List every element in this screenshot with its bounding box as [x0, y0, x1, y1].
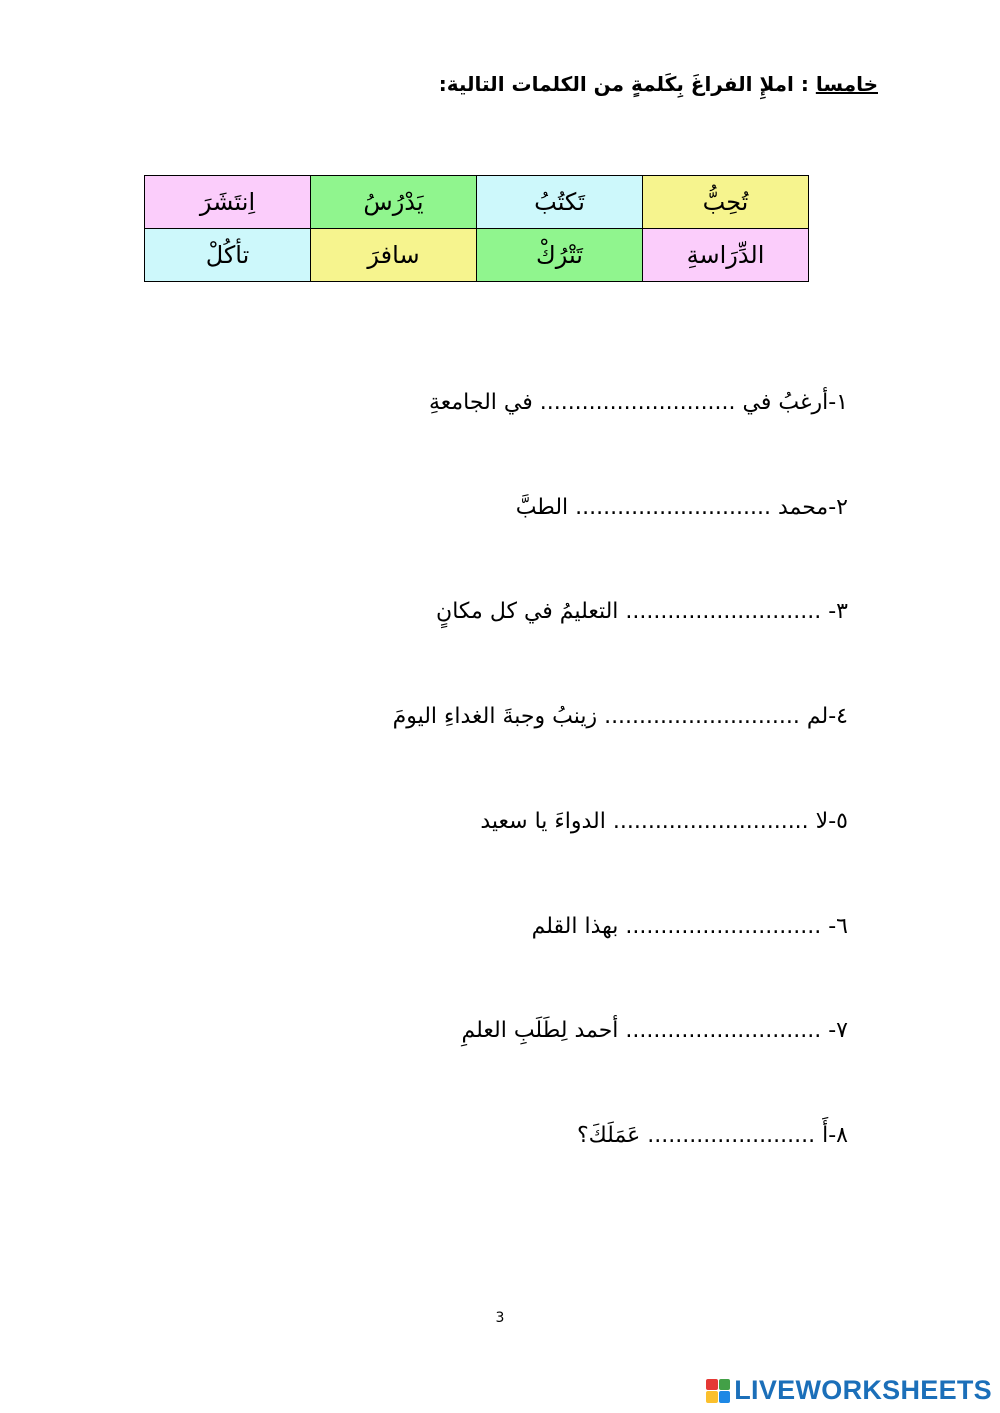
- question-text[interactable]: أرغبُ في ............................ في الجامعةِ: [428, 390, 829, 415]
- word-bank-cell: الدِّرَاسةِ: [643, 229, 809, 282]
- word-bank-cell: تأكُلْ: [145, 229, 311, 282]
- question-number: ٤: [836, 704, 848, 729]
- question-text[interactable]: لا ............................ الدواءَ يا سعيد: [480, 809, 829, 834]
- liveworksheets-brand: [706, 1375, 992, 1406]
- question-text[interactable]: ............................ أحمد لِطَلَبِ العلمِ: [461, 1018, 829, 1043]
- question-4: ٤-لم ............................ زينبُ وجبةَ الغداءِ اليومَ: [392, 704, 848, 729]
- question-number: ١: [836, 390, 848, 415]
- question-8: ٨-أَ ........................ عَمَلَكَ؟: [576, 1123, 848, 1148]
- question-text[interactable]: ............................ بهذا القلم: [531, 914, 829, 939]
- word-bank-cell: سافرَ: [311, 229, 477, 282]
- exercise-heading-instruction: : املإِ الفراغَ بِكَلمةٍ من الكلمات التالية:: [438, 72, 816, 96]
- word-bank-row: [145, 176, 809, 229]
- question-number: ٧: [836, 1018, 848, 1043]
- question-3: ٣- ............................ التعليمُ في كل مكانٍ: [436, 599, 848, 624]
- question-1: ١-أرغبُ في ............................ في الجامعةِ: [428, 390, 848, 415]
- page-number: 3: [495, 1310, 505, 1326]
- question-number: ٢: [836, 495, 848, 520]
- question-7: ٧- ............................ أحمد لِطَلَبِ العلمِ: [461, 1018, 848, 1043]
- question-number: ٨: [836, 1123, 848, 1148]
- word-bank-row: [145, 229, 809, 282]
- word-bank-cell: يَدْرُسُ: [311, 176, 477, 229]
- word-bank-table: [144, 175, 809, 282]
- question-text[interactable]: أَ ........................ عَمَلَكَ؟: [576, 1123, 829, 1148]
- question-text[interactable]: محمد ............................ الطبَّ: [515, 495, 829, 520]
- word-bank-cell: تَكتُبُ: [477, 176, 643, 229]
- word-bank-cell: تَتْرُكْ: [477, 229, 643, 282]
- question-text[interactable]: لم ............................ زينبُ وجبةَ الغداءِ اليومَ: [392, 704, 829, 729]
- brand-text: LIVEWORKSHEETS: [734, 1375, 992, 1405]
- question-6: ٦- ............................ بهذا القلم: [531, 914, 848, 939]
- question-number: ٥: [836, 809, 848, 834]
- question-2: ٢-محمد ............................ الطبَّ: [515, 495, 848, 520]
- question-text[interactable]: ............................ التعليمُ في كل مكانٍ: [436, 599, 829, 624]
- exercise-heading-label: خامسا: [815, 72, 878, 96]
- exercise-heading: [439, 72, 878, 96]
- word-bank-cell: اِنتَشَرَ: [145, 176, 311, 229]
- question-number: ٣: [836, 599, 848, 624]
- liveworksheets-logo-icon: [706, 1379, 730, 1403]
- word-bank-cell: تُحِبُّ: [643, 176, 809, 229]
- question-5: ٥-لا ............................ الدواءَ يا سعيد: [480, 809, 848, 834]
- question-number: ٦: [836, 914, 848, 939]
